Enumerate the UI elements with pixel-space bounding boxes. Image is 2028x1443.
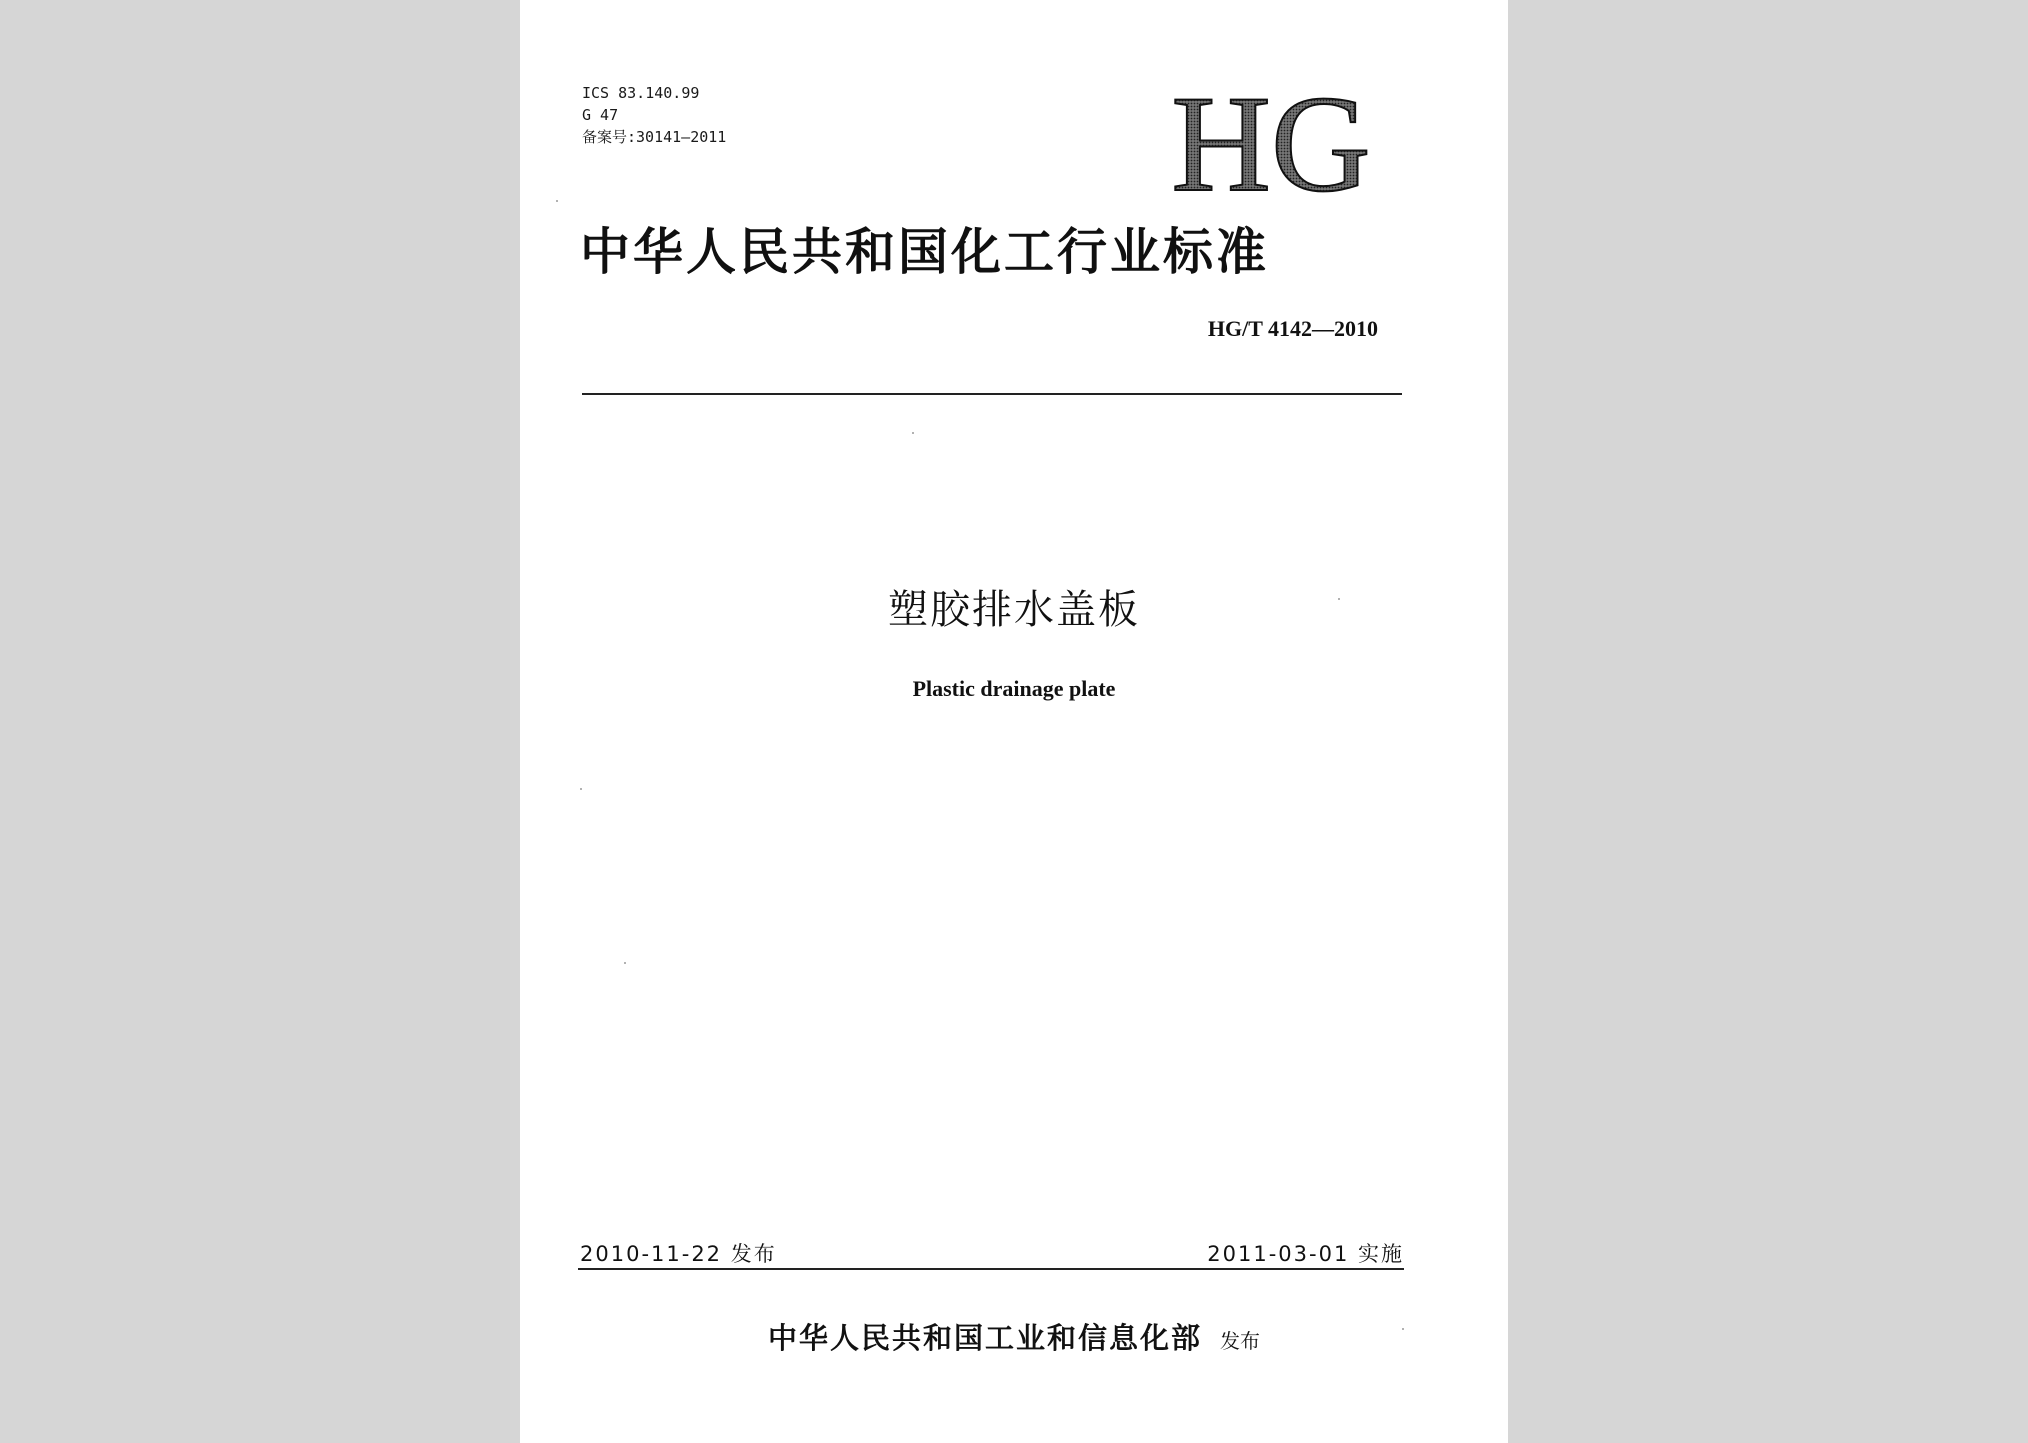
header-divider [582,393,1402,395]
scan-speck [1338,598,1340,600]
publisher-verb: 发布 [1220,1329,1260,1353]
footer-divider [578,1268,1404,1270]
scan-speck [556,200,558,202]
ccs-code: G 47 [582,106,619,124]
scan-speck [624,962,626,964]
classification-block [582,82,726,148]
scan-speck [1402,1328,1404,1330]
ics-code: ICS 83.140.99 [582,84,700,102]
document-page [520,0,1508,1443]
scan-speck [580,788,582,790]
implementation-date: 2011-03-01 实施 [1207,1242,1404,1266]
document-title-en: Plastic drainage plate [912,676,1116,701]
scan-speck [912,432,914,434]
publisher-line [520,1316,1508,1357]
industry-standard-title: 中华人民共和国化工行业标准 [580,222,1269,281]
publisher-org: 中华人民共和国工业和信息化部 [767,1321,1202,1355]
hg-logo [1160,78,1382,210]
filing-number: 备案号:30141—2011 [582,128,727,146]
document-title-cn: 塑胶排水盖板 [888,587,1140,633]
standard-code: HG/T 4142—2010 [1207,316,1378,341]
issue-date: 2010-11-22 发布 [580,1242,777,1266]
hg-logo-text: HG [1171,78,1371,210]
